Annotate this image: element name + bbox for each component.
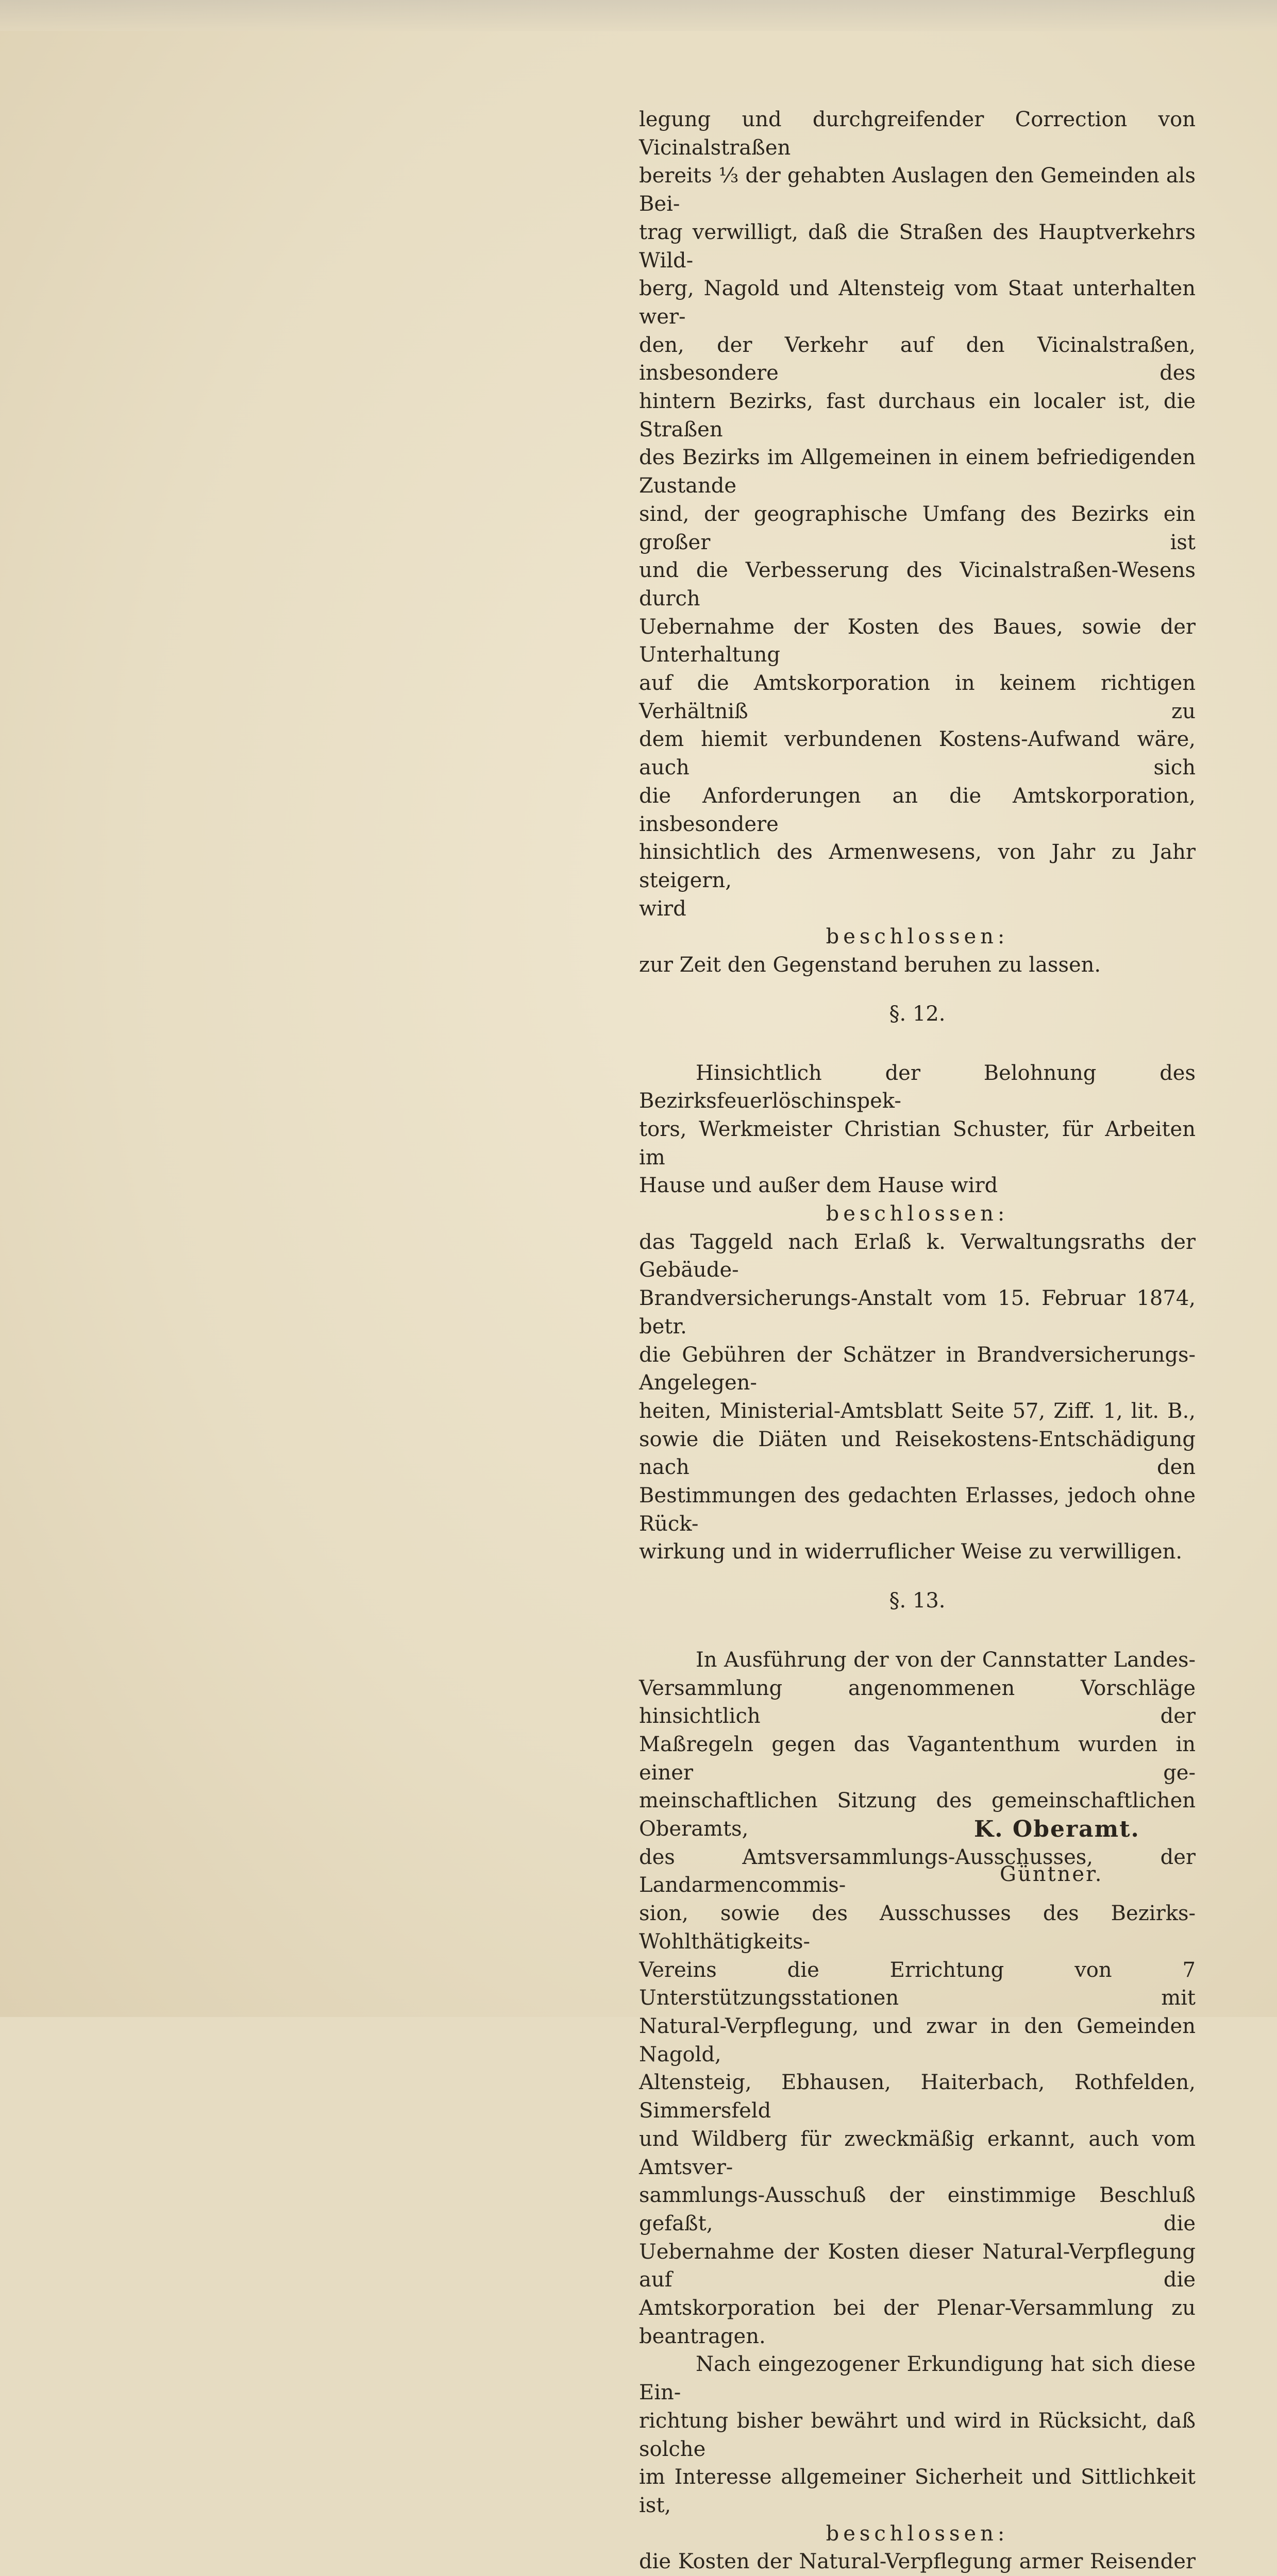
intro-paragraph <box>639 106 1196 923</box>
section-12-heading: §. 12. <box>889 1002 946 1026</box>
text-line: des Bezirks im Allgemeinen in einem befriedigenden Zustande <box>639 446 1196 498</box>
text-line: sion, sowie des Ausschusses des Bezirks-Wohlthätigkeits- <box>639 1902 1196 1954</box>
text-line: auf die Amtskorporation in keinem richtigen Verhältniß zu <box>639 671 1196 723</box>
text-line: meinschaftlichen Sitzung des gemeinschaftlichen Oberamts, <box>639 1789 1196 1841</box>
text-line: Maßregeln gegen das Vagantenthum wurden in einer ge- <box>639 1732 1196 1785</box>
text-line: Uebernahme der Kosten dieser Natural-Verpflegung auf die <box>639 2240 1196 2292</box>
text-line: Natural-Verpflegung, und zwar in den Gemeinden Nagold, <box>639 2014 1196 2066</box>
text-line: berg, Nagold und Altensteig vom Staat unterhalten wer- <box>639 277 1196 329</box>
main-text-column <box>639 106 1196 2576</box>
beschlossen-label: beschlossen: <box>826 925 1009 949</box>
section-13-paragraph-2 <box>639 2350 1196 2519</box>
text-line: Uebernahme der Kosten des Baues, sowie der Unterhaltung <box>639 615 1196 667</box>
section-13-heading: §. 13. <box>889 1589 946 1613</box>
text-line: tors, Werkmeister Christian Schuster, für Arbeiten im <box>639 1117 1196 1170</box>
beschlossen-label: beschlossen: <box>826 2521 1009 2546</box>
text-line: hintern Bezirks, fast durchaus ein localer ist, die Straßen <box>639 389 1196 442</box>
text-line: sowie die Diäten und Reisekostens-Entschädigung nach den <box>639 1427 1196 1480</box>
text-line: wird <box>639 896 686 921</box>
text-line: dem hiemit verbundenen Kostens-Aufwand wäre, auch sich <box>639 727 1196 780</box>
section-12-resolution <box>639 1228 1196 1566</box>
text-line: heiten, Ministerial-Amtsblatt Seite 57, Ziff. 1, lit. B., <box>639 1399 1196 1423</box>
text-line: Hause und außer dem Hause wird <box>639 1174 998 1198</box>
text-line: trag verwilligt, daß die Straßen des Hauptverkehrs Wild- <box>639 220 1196 273</box>
text-line: In Ausführung der von der Cannstatter Landes- <box>696 1648 1196 1672</box>
text-line: Nach eingezogener Erkundigung hat sich diese Ein- <box>639 2352 1196 2405</box>
text-line: hinsichtlich des Armenwesens, von Jahr zu Jahr steigern, <box>639 840 1196 892</box>
text-line: und Wildberg für zweckmäßig erkannt, auch vom Amtsver- <box>639 2127 1196 2179</box>
text-line: die Anforderungen an die Amtskorporation, insbesondere <box>639 784 1196 836</box>
page-fold-shadow <box>0 0 1277 31</box>
text-line: den, der Verkehr auf den Vicinalstraßen, insbesondere des <box>639 333 1196 385</box>
text-line: Bestimmungen des gedachten Erlasses, jedoch ohne Rück- <box>639 1484 1196 1536</box>
text-line: Amtskorporation bei der Plenar-Versammlung zu beantragen. <box>639 2296 1196 2348</box>
text-line: die Kosten der Natural-Verpflegung armer Reisender <box>639 2550 1196 2574</box>
text-line: legung und durchgreifender Correction von Vicinalstraßen <box>639 108 1196 160</box>
text-line: sammlungs-Ausschuß der einstimmige Beschluß gefaßt, die <box>639 2183 1196 2235</box>
text-line: die Gebühren der Schätzer in Brandversicherungs-Angelegen- <box>639 1343 1196 1395</box>
text-line: Altensteig, Ebhausen, Haiterbach, Rothfelden, Simmersfeld <box>639 2071 1196 2123</box>
text-line: Hinsichtlich der Belohnung des Bezirksfeuerlöschinspek- <box>639 1061 1196 1113</box>
text-line: das Taggeld nach Erlaß k. Verwaltungsraths der Gebäude- <box>639 1230 1196 1282</box>
text-line: sind, der geographische Umfang des Bezirks ein großer ist <box>639 502 1196 554</box>
section-13-resolution <box>639 2548 1196 2576</box>
text-line: des Amtsversammlungs-Ausschusses, der Landarmencommis- <box>639 1845 1196 1897</box>
text-line: wirkung und in widerruflicher Weise zu verwilligen. <box>639 1540 1183 1564</box>
beschlossen-label: beschlossen: <box>826 1202 1009 1226</box>
text-line: im Interesse allgemeiner Sicherheit und Sittlichkeit ist, <box>639 2465 1196 2517</box>
section-12-paragraph <box>639 1059 1196 1200</box>
intro-resolution: zur Zeit den Gegenstand beruhen zu lassen. <box>639 953 1101 977</box>
section-13-paragraph <box>639 1646 1196 2351</box>
authority-signature: K. Oberamt. <box>974 1816 1140 1842</box>
text-line: Versammlung angenommenen Vorschläge hinsichtlich der <box>639 1676 1196 1728</box>
text-line: Vereins die Errichtung von 7 Unterstützungsstationen mit <box>639 1958 1196 2010</box>
text-line: und die Verbesserung des Vicinalstraßen-Wesens durch <box>639 558 1196 611</box>
text-line: richtung bisher bewährt und wird in Rücksicht, daß solche <box>639 2409 1196 2461</box>
signatory-name: Güntner. <box>1000 1862 1103 1886</box>
text-line: bereits ⅓ der gehabten Auslagen den Gemeinden als Bei- <box>639 164 1196 216</box>
text-line: Brandversicherungs-Anstalt vom 15. Februar 1874, betr. <box>639 1286 1196 1338</box>
